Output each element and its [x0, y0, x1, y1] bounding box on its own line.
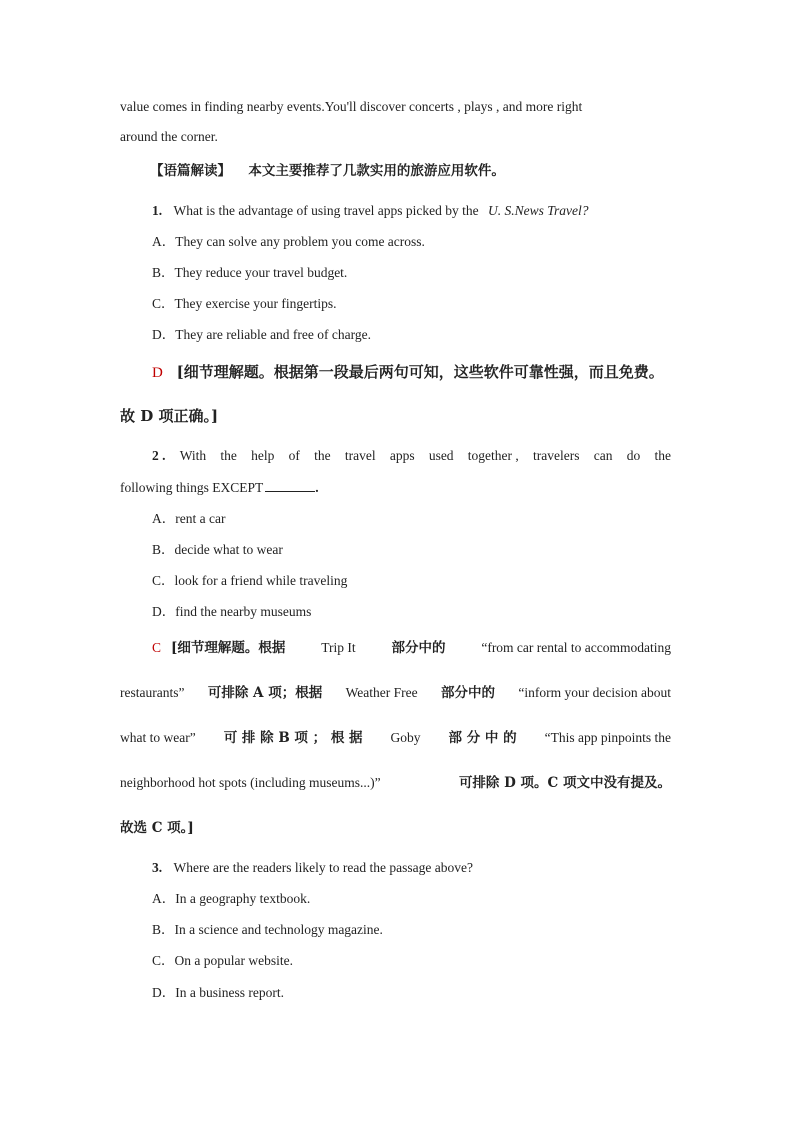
intro-line-1: value comes in finding nearby events.You'll discover concerts , plays , and more right	[120, 99, 583, 114]
explanation-text: restaurants”	[120, 685, 185, 700]
question-1-number: 1.	[152, 203, 163, 218]
question-1-explanation-end: 故 D 项正确。]	[120, 407, 219, 425]
explanation-text: 部分中的	[391, 640, 446, 656]
stem-word: do	[626, 448, 641, 463]
explanation-text: 可 排 除 B 项 ； 根 据	[223, 730, 363, 746]
answer-blank	[265, 478, 315, 492]
question-1-option-a: A．They can solve any problem you come across.	[152, 234, 425, 249]
question-2-explanation-line-2	[120, 683, 671, 703]
stem-word: travelers	[533, 448, 580, 463]
explanation-text: “from car rental to accommodating	[481, 640, 671, 655]
question-2-stem-line-1	[152, 446, 671, 466]
stem-word: together ,	[467, 448, 519, 463]
question-2-text-end: following things EXCEPT	[120, 480, 264, 495]
question-2-option-d: D．find the nearby museums	[152, 604, 312, 619]
explanation-text: “This app pinpoints the	[544, 730, 671, 745]
explanation-text: Goby	[390, 730, 421, 745]
question-1-text: What is the advantage of using travel apps picked by the	[173, 203, 479, 218]
stem-word: the	[314, 448, 331, 463]
question-1-option-c: C．They exercise your fingertips.	[152, 296, 337, 311]
question-1-explanation	[152, 362, 664, 383]
stem-word: of	[288, 448, 300, 463]
question-3-option-c: C．On a popular website.	[152, 953, 293, 968]
stem-word: the	[220, 448, 237, 463]
stem-word: can	[593, 448, 613, 463]
explanation-text: what to wear”	[120, 730, 196, 745]
question-3-number: 3.	[152, 860, 163, 875]
explanation-text: 可排除 D 项。C 项文中没有提及。	[458, 775, 671, 791]
question-2-number: 2 .	[152, 448, 166, 463]
summary-text: 本文主要推荐了几款实用的旅游应用软件。	[248, 163, 505, 179]
intro-line-2: around the corner.	[120, 129, 218, 144]
explanation-text: [细节理解题。根据	[171, 640, 286, 656]
question-3-text: Where are the readers likely to read the passage above?	[173, 860, 473, 875]
question-2-explanation-line-1	[152, 638, 671, 658]
explanation-text: 部分中的	[441, 685, 496, 701]
question-3-option-b: B．In a science and technology magazine.	[152, 922, 383, 937]
explanation-text: Weather Free	[345, 685, 418, 700]
question-1-answer: D	[152, 365, 163, 381]
stem-word: used	[428, 448, 454, 463]
stem-word: travel	[344, 448, 376, 463]
explanation-text: “inform your decision about	[518, 685, 671, 700]
question-1-source: U. S.News Travel?	[488, 203, 589, 218]
question-2-answer: C	[152, 640, 162, 655]
question-2-explanation-end: 故选 C 项。]	[120, 820, 194, 836]
question-3-stem	[152, 858, 473, 878]
stem-word: help	[251, 448, 275, 463]
stem-word: the	[654, 448, 671, 463]
question-3-option-d: D．In a business report.	[152, 985, 284, 1000]
question-2-option-c: C．look for a friend while traveling	[152, 573, 348, 588]
question-2-option-b: B．decide what to wear	[152, 542, 283, 557]
question-1-explanation-text: [细节理解题。根据第一段最后两句可知，这些软件可靠性强，而且免费。	[176, 363, 664, 381]
explanation-text: 可排除 A 项；根据	[207, 685, 323, 701]
question-2-period: .	[315, 480, 319, 495]
question-1-stem	[152, 201, 589, 221]
summary-label: 【语篇解读】	[150, 163, 231, 179]
question-2-option-a: A．rent a car	[152, 511, 226, 526]
explanation-text: neighborhood hot spots (including museums...)”	[120, 775, 381, 790]
question-1-option-d: D．They are reliable and free of charge.	[152, 327, 372, 342]
explanation-text: 部 分 中 的	[448, 730, 517, 746]
question-2-stem-line-2	[120, 478, 319, 498]
stem-word: With	[179, 448, 207, 463]
stem-word: apps	[389, 448, 415, 463]
question-1-option-b: B．They reduce your travel budget.	[152, 265, 348, 280]
question-2-explanation-line-4	[120, 773, 671, 793]
question-2-explanation-line-3	[120, 728, 671, 748]
discourse-summary	[150, 161, 505, 181]
explanation-text: Trip It	[321, 640, 356, 655]
question-3-option-a: A．In a geography textbook.	[152, 891, 311, 906]
